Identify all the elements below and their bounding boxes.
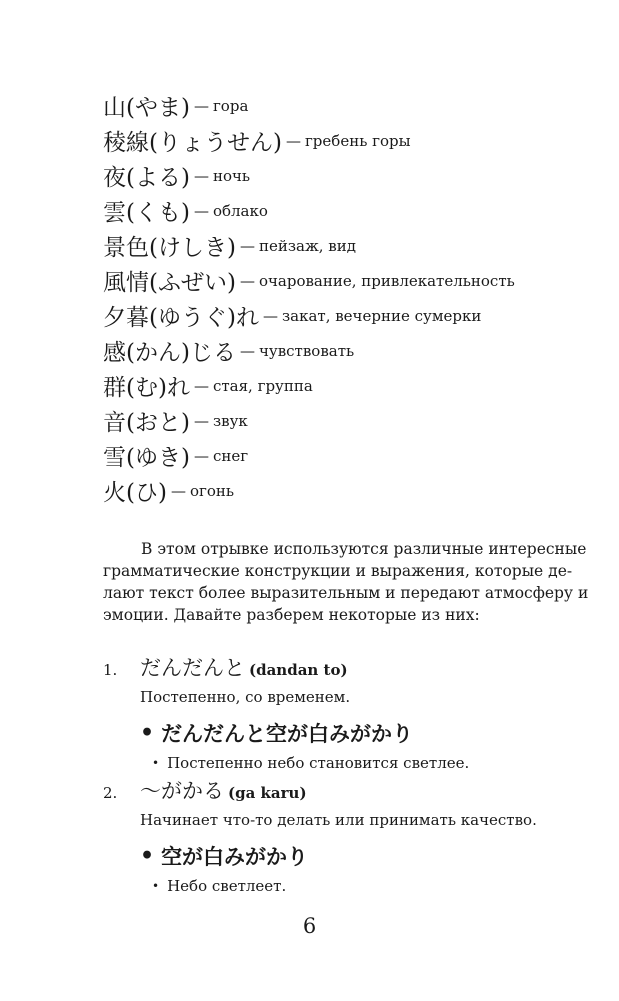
vocabulary-dash: — (285, 131, 301, 150)
vocabulary-word: 感(かん)じる (103, 340, 236, 366)
bullet-icon: • (140, 843, 155, 869)
vocabulary-dash: — (193, 166, 209, 185)
grammar-expression: 〜がかる (140, 779, 224, 803)
vocabulary-word: 雲(くも) (103, 200, 190, 226)
vocabulary-translation: огонь (189, 481, 235, 500)
vocabulary-item (103, 298, 603, 333)
vocabulary-dash: — (239, 341, 255, 360)
grammar-romaji: (dandan to) (249, 661, 348, 679)
vocabulary-word: 雪(ゆき) (103, 445, 190, 471)
vocabulary-translation: гребень горы (304, 131, 411, 150)
vocabulary-dash: — (193, 411, 209, 430)
vocabulary-item (103, 158, 603, 193)
vocabulary-dash: — (193, 96, 209, 115)
vocabulary-word: 稜線(りょうせん) (103, 130, 282, 156)
vocabulary-translation: очарование, привлекательность (258, 271, 515, 290)
vocabulary-translation: гора (212, 96, 249, 115)
bullet-icon: • (140, 720, 155, 746)
vocabulary-translation: стая, группа (212, 376, 313, 395)
vocabulary-dash: — (239, 271, 255, 290)
vocabulary-item (103, 473, 603, 508)
vocabulary-item (103, 333, 603, 368)
vocabulary-item (103, 88, 603, 123)
example-sentence (140, 841, 603, 871)
vocabulary-word: 夜(よる) (103, 165, 190, 191)
grammar-item (103, 775, 603, 895)
intro-line: эмоции. Давайте разберем некоторые из них: (103, 606, 480, 624)
bullet-icon: • (152, 756, 160, 770)
vocabulary-translation: звук (212, 411, 248, 430)
grammar-expression: だんだんと (140, 656, 245, 680)
grammar-heading (103, 775, 603, 805)
vocabulary-dash: — (193, 201, 209, 220)
intro-line: В этом отрывке используются различные интересные (141, 540, 587, 558)
example-japanese: 空が白みがかり (161, 844, 309, 869)
vocabulary-translation: ночь (212, 166, 251, 185)
vocabulary-word: 景色(けしき) (103, 235, 236, 261)
vocabulary-dash: — (170, 481, 186, 500)
vocabulary-item (103, 193, 603, 228)
grammar-heading (103, 652, 603, 682)
intro-paragraph (103, 538, 589, 626)
vocabulary-item (103, 228, 603, 263)
vocabulary-word: 群(む)れ (103, 375, 190, 401)
vocabulary-dash: — (262, 306, 278, 325)
vocabulary-dash: — (193, 446, 209, 465)
page-number: 6 (302, 914, 317, 938)
grammar-meaning: Начинает что-то делать или принимать качество. (140, 811, 537, 829)
vocabulary-translation: снег (212, 446, 249, 465)
bullet-icon: • (152, 879, 160, 893)
grammar-number: 1. (103, 661, 118, 679)
vocabulary-translation: пейзаж, вид (258, 236, 356, 255)
grammar-romaji: (ga karu) (228, 784, 307, 802)
vocabulary-translation: чувствовать (258, 341, 355, 360)
translation-text: Небо светлеет. (167, 877, 287, 895)
vocabulary-word: 風情(ふぜい) (103, 270, 236, 296)
grammar-number: 2. (103, 784, 118, 802)
example-sentence (140, 718, 603, 748)
vocabulary-item (103, 368, 603, 403)
grammar-item (103, 652, 603, 772)
vocabulary-translation: облако (212, 201, 268, 220)
intro-line: лают текст более выразительным и передают атмосферу и (103, 584, 589, 602)
vocabulary-word: 山(やま) (103, 95, 190, 121)
vocabulary-item (103, 263, 603, 298)
vocabulary-translation: закат, вечерние сумерки (281, 306, 482, 325)
vocabulary-item (103, 438, 603, 473)
vocabulary-dash: — (193, 376, 209, 395)
example-translation (152, 877, 603, 895)
intro-line: грамматические конструкции и выражения, которые де- (103, 562, 573, 580)
vocabulary-word: 音(おと) (103, 410, 190, 436)
grammar-meaning: Постепенно, со временем. (140, 688, 351, 706)
vocabulary-dash: — (239, 236, 255, 255)
example-translation (152, 754, 603, 772)
vocabulary-item (103, 123, 603, 158)
vocabulary-item (103, 403, 603, 438)
vocabulary-list (103, 88, 603, 508)
translation-text: Постепенно небо становится светлее. (167, 754, 470, 772)
vocabulary-word: 火(ひ) (103, 480, 167, 506)
example-japanese: だんだんと空が白みがかり (161, 721, 414, 746)
vocabulary-word: 夕暮(ゆうぐ)れ (103, 305, 259, 331)
